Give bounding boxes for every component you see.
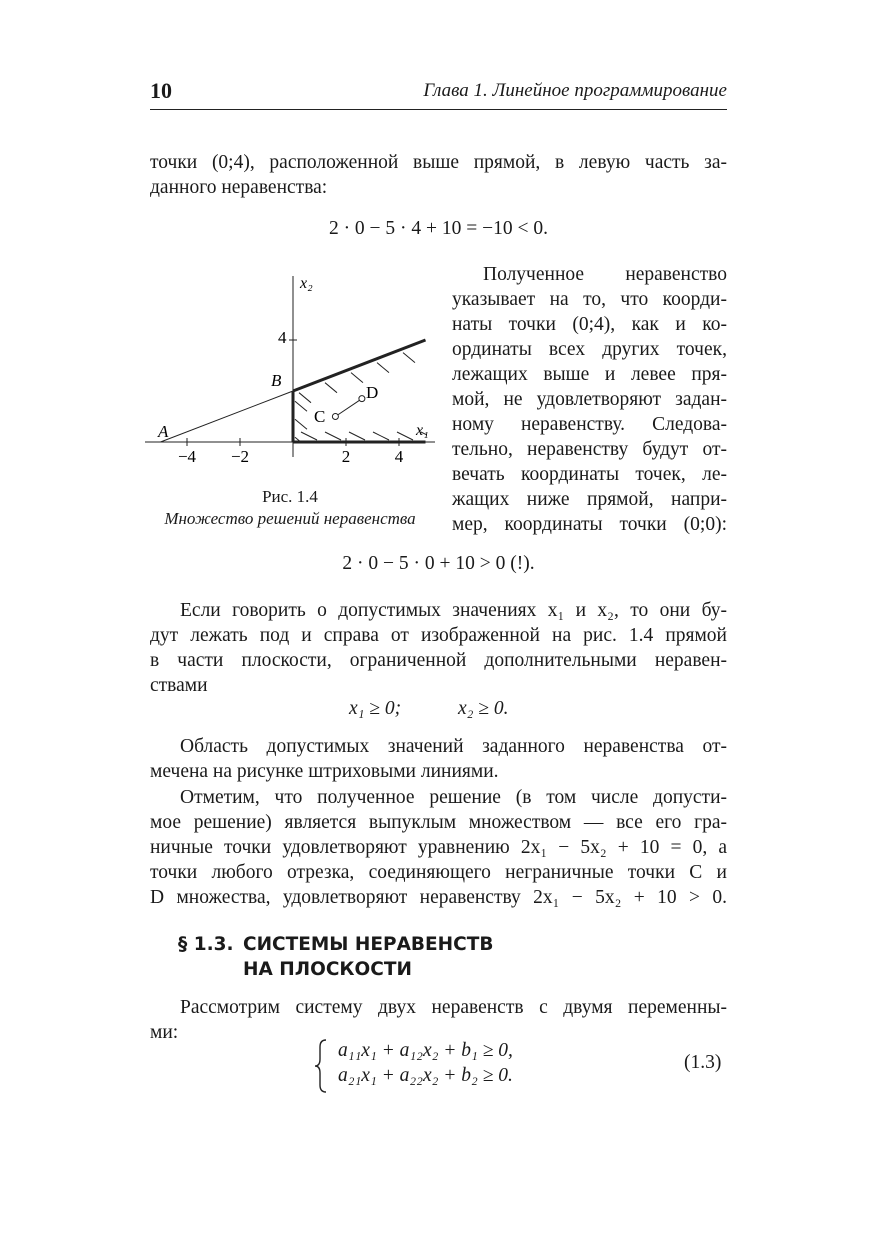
axis-y-label: x₂ [300, 275, 313, 292]
y-tick-label: 4 [278, 328, 287, 347]
system-brace [312, 1038, 330, 1094]
running-head: Глава 1. Линейное программирование [423, 80, 727, 101]
figure-caption [150, 486, 430, 530]
paragraph-4 [150, 785, 727, 910]
axis-x-label: x₁ [416, 422, 429, 439]
hatch-line [325, 383, 337, 393]
paragraph-2 [150, 598, 727, 698]
hatch-line [349, 432, 365, 440]
caption-title: Множество решений неравенства [164, 509, 416, 528]
equation-1: 2 · 0 − 5 · 4 + 10 = −10 < 0. [328, 218, 549, 239]
section-title-line-2: НА ПЛОСКОСТИ [243, 959, 412, 980]
paragraph-3 [150, 734, 727, 784]
para2-line: ствами [150, 675, 208, 696]
figure-1-4 [140, 262, 440, 477]
side-line: наты точки (0;4), как и ко- [452, 314, 727, 335]
hatch-line [403, 353, 415, 363]
point-label-c: C [314, 407, 326, 426]
x-tick-label: −4 [177, 447, 197, 466]
side-line: жащих ниже прямой, напри- [452, 489, 727, 510]
point-c [332, 414, 338, 420]
para2-line: в части плоскости, ограниченной дополнительными неравен- [150, 650, 727, 671]
side-line: вечать координаты точек, ле- [452, 464, 727, 485]
para2-line: Если говорить о допустимых значениях x₁ и x₂, то они бу- [180, 600, 727, 621]
header-rule [150, 109, 727, 110]
segment-cd [335, 399, 362, 417]
paragraph-5 [150, 995, 727, 1045]
para4-line: ничные точки удовлетворяют уравнению 2x₁ − 5x₂ + 10 = 0, а [150, 837, 727, 858]
side-line: лежащих выше и левее пря- [452, 364, 727, 385]
para5-line-1: Рассмотрим систему двух неравенств с двумя переменны- [180, 997, 727, 1018]
para2-line: дут лежать под и справа от изображенной на рис. 1.4 прямой [150, 625, 727, 646]
side-line: ординаты всех других точек, [452, 339, 727, 360]
equation-3-left: x₁ ≥ 0; [349, 698, 402, 719]
point-d [359, 396, 365, 402]
hatch-line [351, 373, 363, 383]
hatch-line [377, 363, 389, 373]
side-line: указывает на то, что коорди- [452, 289, 727, 310]
x-tick-label: 4 [394, 447, 404, 466]
boundary-line-thin [161, 391, 294, 442]
side-line: Полученное неравенство [483, 264, 727, 285]
side-line: ному неравенству. Следова- [452, 414, 727, 435]
x-tick-label: 2 [341, 447, 351, 466]
equation-number: (1.3) [684, 1052, 722, 1073]
hatch-line [299, 393, 311, 403]
caption-number: Рис. 1.4 [262, 487, 318, 506]
para4-line: D множества, удовлетворяют неравенству 2x₁ − 5x₂ + 10 > 0. [150, 887, 727, 908]
intro-line-2: данного неравенства: [150, 177, 328, 198]
point-label-a: A [158, 422, 169, 441]
para4-line: мое решение) является выпуклым множеством — все его гра- [150, 812, 727, 833]
point-label-d: D [366, 383, 379, 402]
para3-line-2: мечена на рисунке штриховыми линиями. [150, 761, 499, 782]
side-text [452, 262, 727, 537]
point-label-b: B [271, 371, 282, 390]
equation-2: 2 · 0 − 5 · 0 + 10 > 0 (!). [342, 553, 535, 574]
system-line-2: a₂₁x₁ + a₂₂x₂ + b₂ ≥ 0. [338, 1065, 513, 1086]
hatch-line [295, 419, 307, 429]
side-line: мер, координаты точки (0;0): [452, 514, 727, 535]
system-line-1: a₁₁x₁ + a₁₂x₂ + b₁ ≥ 0, [338, 1040, 513, 1061]
section-title-line-1: СИСТЕМЫ НЕРАВЕНСТВ [243, 934, 494, 955]
hatch-line [301, 432, 317, 440]
para3-line-1: Область допустимых значений заданного неравенства от- [180, 736, 727, 757]
equation-3-right: x₂ ≥ 0. [458, 698, 509, 719]
hatch-line [325, 432, 341, 440]
page-number: 10 [150, 78, 172, 103]
side-line: мой, не удовлетворяют задан- [452, 389, 727, 410]
hatch-line [373, 432, 389, 440]
intro-paragraph [150, 150, 727, 200]
para4-line: Отметим, что полученное решение (в том числе допусти- [180, 787, 727, 808]
para4-line: точки любого отрезка, соединяющего неграничные точки C и [150, 862, 727, 883]
hatch-line [295, 401, 307, 411]
x-tick-label: −2 [230, 447, 250, 466]
para5-line-2: ми: [150, 1022, 179, 1043]
side-line: тельно, неравенству будут от- [452, 439, 727, 460]
boundary-line-bold [293, 340, 426, 391]
section-number: § 1.3. [178, 934, 234, 955]
intro-line-1: точки (0;4), расположенной выше прямой, в левую часть за- [150, 152, 727, 173]
